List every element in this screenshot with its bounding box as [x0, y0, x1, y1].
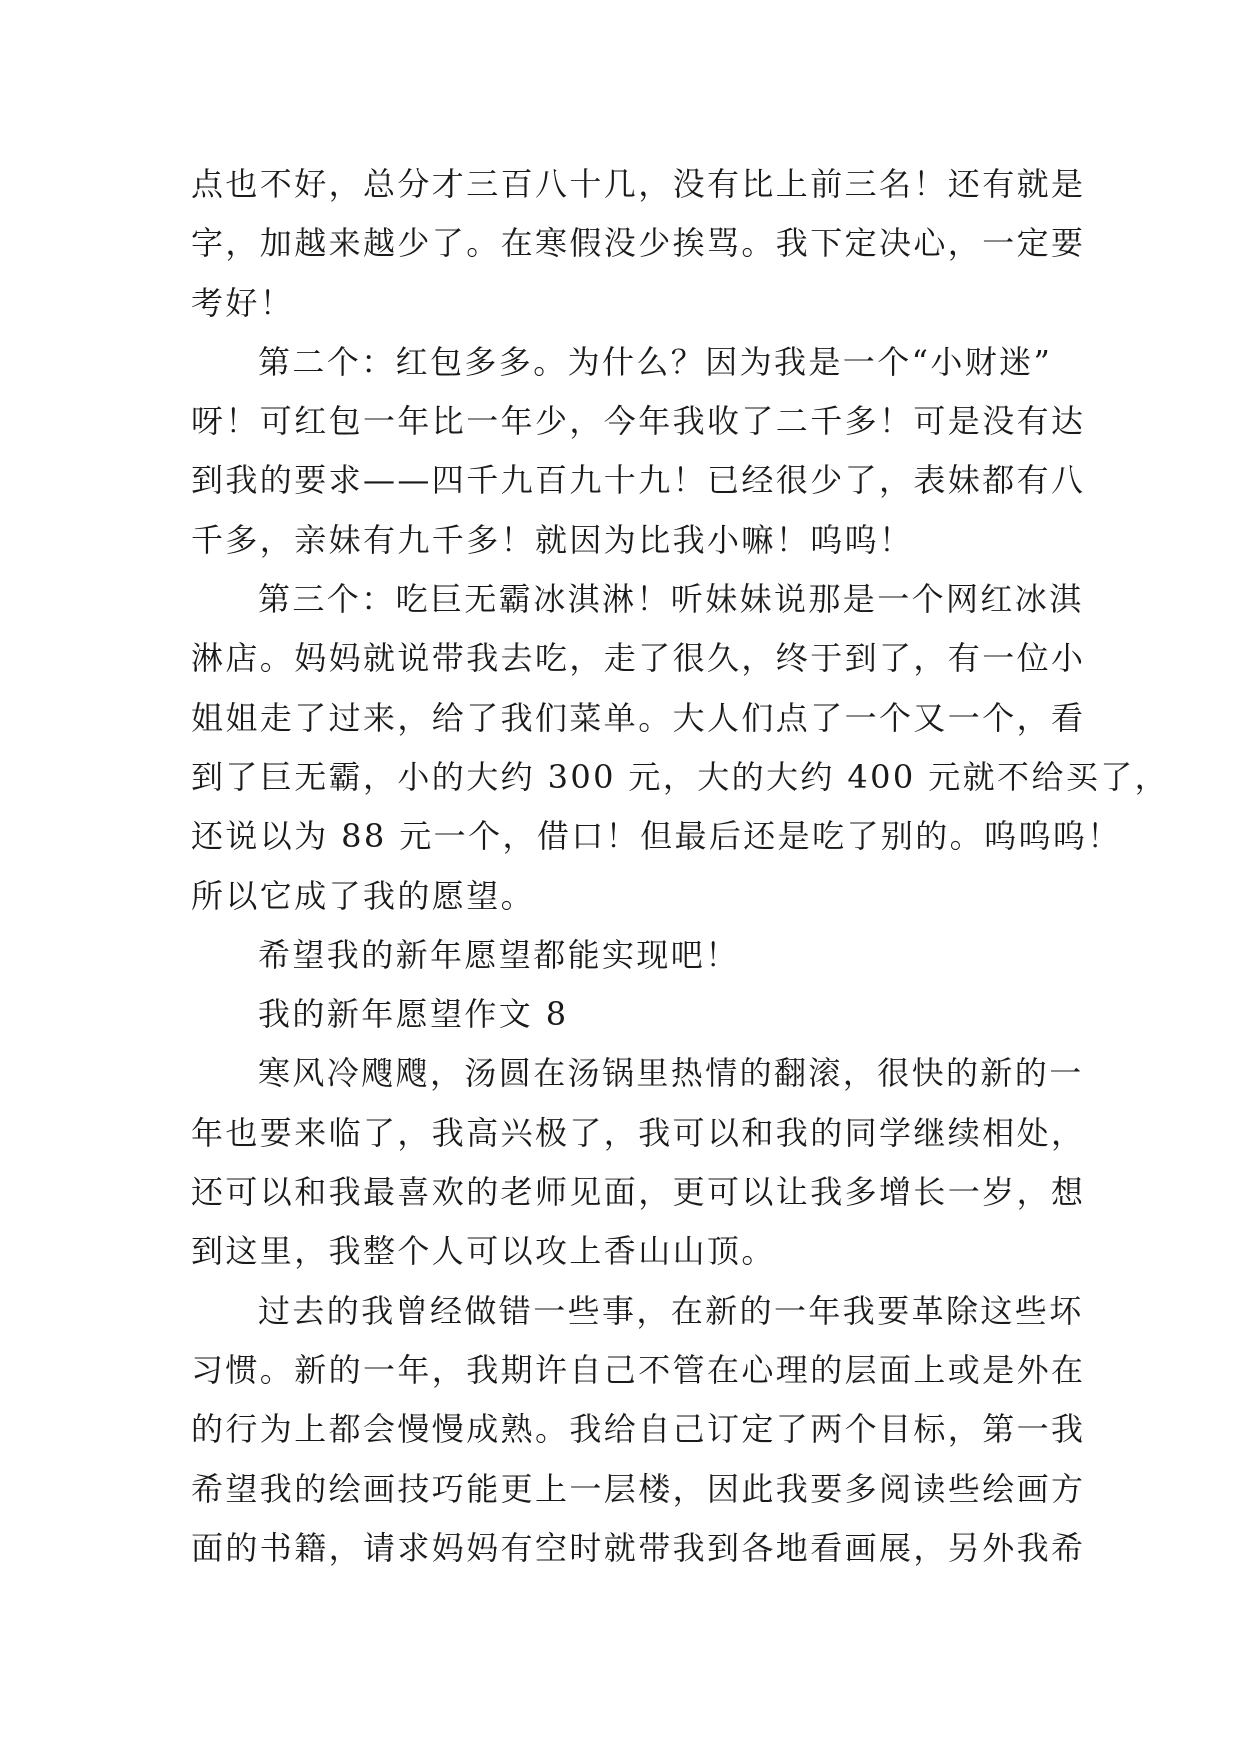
text-line: 千多，亲妹有九千多！就因为比我小嘛！呜呜！	[191, 520, 914, 559]
text-line: 希望我的新年愿望都能实现吧！	[258, 935, 740, 974]
section-title: 我的新年愿望作文 8	[258, 995, 569, 1034]
text-line: 寒风冷飕飕，汤圆在汤锅里热情的翻滚，很快的新的一	[258, 1054, 1084, 1093]
text-line: 还说以为 88 元一个，借口！但最后还是吃了别的。呜呜呜！	[191, 817, 1122, 856]
text-line: 所以它成了我的愿望。	[191, 876, 536, 915]
text-line: 还可以和我最喜欢的老师见面，更可以让我多增长一岁，想	[191, 1173, 1086, 1212]
text-line: 希望我的绘画技巧能更上一层楼，因此我要多阅读些绘画方	[191, 1469, 1086, 1508]
text-line: 年也要来临了，我高兴极了，我可以和我的同学继续相处，	[191, 1113, 1086, 1152]
text-line: 第二个：红包多多。为什么？因为我是一个“小财迷”	[258, 342, 1053, 381]
text-line: 字，加越来越少了。在寒假没少挨骂。我下定决心，一定要	[191, 224, 1086, 263]
text-line: 过去的我曾经做错一些事，在新的一年我要革除这些坏	[258, 1291, 1084, 1330]
text-line: 到这里，我整个人可以攻上香山山顶。	[191, 1232, 776, 1271]
essay-body	[191, 155, 1170, 1578]
text-line: 习惯。新的一年，我期许自己不管在心理的层面上或是外在	[191, 1350, 1086, 1389]
text-line: 点也不好，总分才三百八十几，没有比上前三名！还有就是	[191, 165, 1086, 203]
text-line: 第三个：吃巨无霸冰淇淋！听妹妹说那是一个网红冰淇	[258, 580, 1084, 619]
text-line: 到我的要求——四千九百九十九！已经很少了，表妹都有八	[191, 461, 1086, 500]
text-line: 淋店。妈妈就说带我去吃，走了很久，终于到了，有一位小	[191, 639, 1086, 678]
text-line: 到了巨无霸，小的大约 300 元，大的大约 400 元就不给买了，	[191, 757, 1170, 796]
text-line: 姐姐走了过来，给了我们菜单。大人们点了一个又一个，看	[191, 698, 1086, 737]
text-line: 考好！	[191, 283, 295, 322]
text-line: 的行为上都会慢慢成熟。我给自己订定了两个目标，第一我	[191, 1410, 1086, 1449]
text-line: 面的书籍，请求妈妈有空时就带我到各地看画展，另外我希	[191, 1528, 1086, 1567]
text-line: 呀！可红包一年比一年少，今年我收了二千多！可是没有达	[191, 402, 1086, 441]
